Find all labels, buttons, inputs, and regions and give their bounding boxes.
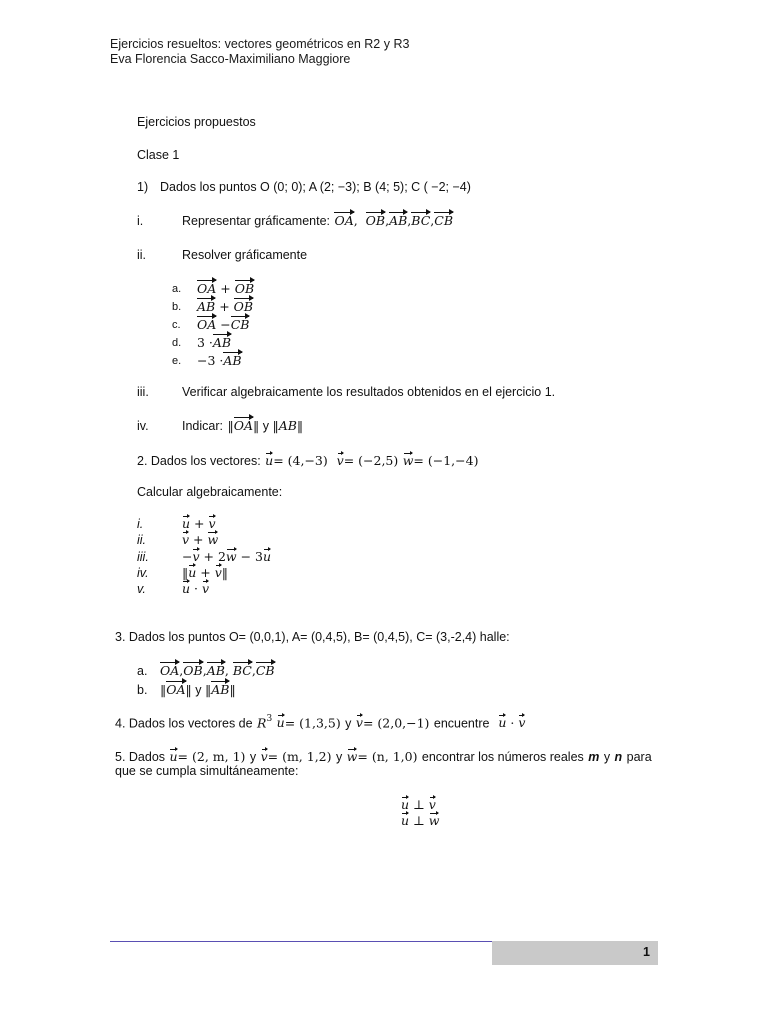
exercise-2-iv-label: iv. <box>137 566 149 580</box>
exercise-1-ii-label: ii. <box>137 248 147 262</box>
exercise-2-i-label: i. <box>137 517 144 531</box>
exercise-1-ii-d-expr: 3 ·AB <box>197 335 232 350</box>
exercise-1-ii-c-label: c. <box>172 319 181 331</box>
exercise-1-ii-c-expr: OA −CB <box>197 317 250 332</box>
exercise-5-statement: 5. Dados u= (2, m, 1) y v= (m, 1,2) y w= (n, 1,0) encontrar los números reales m y n para <box>115 749 652 764</box>
exercise-1-iv-line: Indicar: ‖OA‖ y ‖AB‖ <box>182 418 304 433</box>
exercise-1-ii-a-label: a. <box>172 283 182 295</box>
exercise-2-v-label: v. <box>137 582 146 596</box>
exercise-1-ii-d-label: d. <box>172 337 182 349</box>
exercise-3-b-label: b. <box>137 683 148 697</box>
vector-CB: CB <box>434 213 453 228</box>
exercise-2-iii-label: iii. <box>137 550 149 564</box>
exercise-2-i-expr: u + v <box>182 516 216 531</box>
vector-BC: BC <box>411 213 431 228</box>
exercise-1-ii-b-label: b. <box>172 301 182 313</box>
exercise-1-number: 1) <box>137 180 149 194</box>
document-header-title: Ejercicios resueltos: vectores geométricos en R2 y R3 <box>110 37 410 51</box>
exercise-1-statement: Dados los puntos O (0; 0); A (2; −3); B (4; 5); C ( −2; −4) <box>160 180 471 194</box>
vector-OA: OA <box>334 213 354 228</box>
exercise-1-ii-e-expr: −3 ·AB <box>197 353 242 368</box>
vector-OB: OB <box>365 213 386 228</box>
exercise-1-i-text: Representar gráficamente: <box>182 214 330 228</box>
exercise-1-iii-label: iii. <box>137 385 149 399</box>
exercise-2-instruction: Calcular algebraicamente: <box>137 485 283 499</box>
exercise-1-iii-text: Verificar algebraicamente los resultados obtenidos en el ejercicio 1. <box>182 385 556 399</box>
exercise-1-ii-a-expr: OA + OB <box>197 281 255 296</box>
exercise-3-statement: 3. Dados los puntos O= (0,0,1), A= (0,4,5), B= (0,4,5), C= (3,-2,4) halle: <box>115 630 510 644</box>
exercise-3-b-expr: ‖OA‖ y ‖AB‖ <box>160 682 236 697</box>
footer-page-box <box>492 941 658 965</box>
exercise-3-a-label: a. <box>137 664 148 678</box>
section-title: Ejercicios propuestos <box>137 115 256 129</box>
exercise-2-iv-expr: ‖u + v‖ <box>182 565 229 580</box>
exercise-2-iii-expr: −v + 2w − 3u <box>182 549 272 564</box>
page-number: 1 <box>643 945 650 959</box>
exercise-1-ii-b-expr: AB + OB <box>197 299 254 314</box>
exercise-1-i-line: Representar gráficamente: OA, OB,AB,BC,CB <box>182 213 453 228</box>
exercise-1-iv-label: iv. <box>137 419 149 433</box>
exercise-2-v-expr: u · v <box>182 581 210 596</box>
exercise-1-i-label: i. <box>137 214 144 228</box>
exercise-1-ii-e-label: e. <box>172 355 182 367</box>
document-header-authors: Eva Florencia Sacco-Maximiliano Maggiore <box>110 52 351 66</box>
exercise-3-a-expr: OA,OB,AB, BC,CB <box>160 663 275 678</box>
exercise-5-condition-u-perp-w: u ⊥ w <box>401 813 440 828</box>
class-title: Clase 1 <box>137 148 180 162</box>
vector-AB: AB <box>389 213 408 228</box>
exercise-5-condition-u-perp-v: u ⊥ v <box>401 797 436 812</box>
exercise-2-ii-expr: v + w <box>182 532 219 547</box>
exercise-2-statement: 2. Dados los vectores: u= (4,−3) v= (−2,5) w= (−1,−4) <box>137 453 479 468</box>
exercise-2-ii-label: ii. <box>137 533 147 547</box>
exercise-5-statement-continued: que se cumpla simultáneamente: <box>115 764 299 778</box>
exercise-4-statement: 4. Dados los vectores de $R^3$ u= (1,3,5) y v= (2,0,−1) encuentre u · v <box>115 714 526 731</box>
exercise-1-ii-text: Resolver gráficamente <box>182 248 308 262</box>
footer-rule <box>110 941 492 942</box>
